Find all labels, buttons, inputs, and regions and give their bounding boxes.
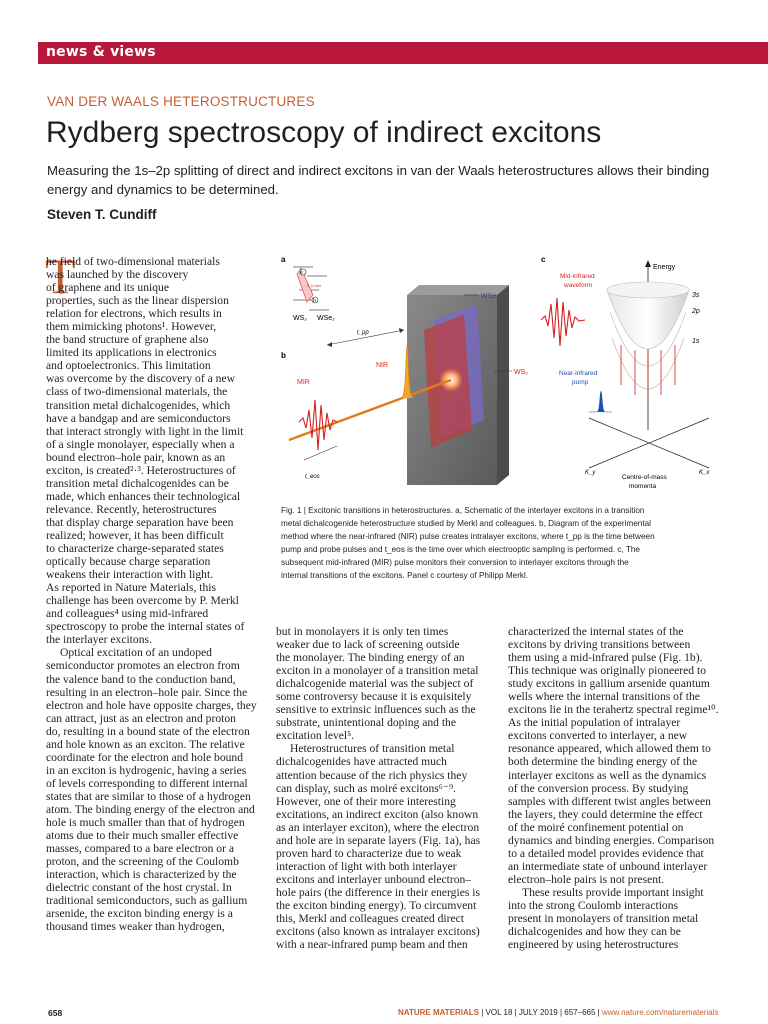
drop-cap: T	[45, 248, 76, 304]
body-line: However, one of their more interesting	[276, 794, 456, 808]
body-line: excitons converted to interlayer, a new	[508, 729, 688, 743]
body-line: resonance appeared, which allowed them to	[508, 742, 711, 756]
article-kicker: VAN DER WAALS HETEROSTRUCTURES	[47, 94, 315, 109]
body-line: As reported in Nature Materials, this	[46, 581, 216, 595]
body-line: coordinate for the electron and hole bound	[46, 750, 244, 764]
body-line: the monolayer. The binding energy of an	[276, 651, 465, 665]
body-line: attention because of the rich physics they	[276, 768, 468, 782]
body-line: and colleagues⁴ using mid-infrared	[46, 607, 209, 621]
panel-a-schematic	[293, 267, 329, 310]
body-line: and hole are in separate layers (Fig. 1a), has	[276, 833, 481, 847]
body-line: study excitons in gallium arsenide quantum	[508, 677, 710, 691]
issue-info: | VOL 18 | JULY 2019 | 657–665 |	[479, 1008, 602, 1017]
section-banner	[38, 42, 768, 64]
body-line: proton, and the screening of the Coulomb	[46, 855, 239, 869]
level-3s-label: 3s	[692, 292, 700, 299]
body-line: he field of two-dimensional materials	[46, 255, 220, 268]
body-line: As the initial population of intralayer	[508, 716, 681, 730]
body-line: them using a mid-infrared pulse (Fig. 1b).	[508, 651, 703, 665]
journal-url[interactable]: www.nature.com/naturematerials	[601, 1008, 719, 1017]
caption-line: subsequent mid-infrared (MIR) pulse monitors their conversion to interlayer excitons through the	[281, 558, 629, 568]
body-line: interaction of light with both interlayer	[276, 859, 457, 873]
wse2-layer-label: WSe₂	[317, 315, 335, 322]
body-line: semiconductor promotes an electron from	[46, 659, 240, 673]
body-line: can display, such as moiré excitons⁶⁻⁹.	[276, 781, 456, 795]
body-line: of levels corresponding to different internal	[46, 776, 248, 790]
body-line: weakens their interaction with light.	[46, 568, 214, 582]
body-line: excitation level⁵.	[276, 729, 355, 743]
band-3s	[607, 290, 689, 349]
body-line: and hole known as an exciton. The relative	[46, 737, 245, 751]
body-line: excitons by driving transitions between	[508, 638, 691, 652]
caption-line: Fig. 1 | Excitonic transitions in heterostructures. a, Schematic of the interlayer excitons in a transition	[281, 506, 645, 515]
nir-pump-pulse	[589, 391, 612, 412]
body-line: sensitive to extrinsic influences such as the	[276, 703, 476, 717]
article-title: Rydberg spectroscopy of indirect excitons	[46, 116, 602, 149]
panel-b-label: b	[281, 351, 286, 360]
ky-label: K_y	[585, 470, 596, 476]
body-line: into the strong Coulomb interactions	[508, 898, 679, 912]
body-line: have a bandgap and are semiconductors	[46, 411, 231, 425]
body-line: the exciton binding energy). To circumvent	[276, 898, 477, 912]
body-line: optically because charge separation	[46, 555, 211, 569]
caption-line: method where the near-infrared (NIR) pulse creates intralayer excitons, where t_pp is the time between	[281, 532, 655, 542]
body-line: the interlayer excitons.	[46, 633, 152, 647]
electron-label: e	[300, 270, 303, 276]
body-line: These results provide important insight	[522, 885, 704, 899]
body-line: of the conversion process. By studying	[508, 781, 689, 795]
body-line: limited its applications in electronics	[46, 346, 217, 360]
energy-label: Energy	[653, 264, 676, 271]
body-line: electron–hole pairs is not present.	[508, 872, 665, 886]
body-line: masses, compared to a bare electron or a	[46, 842, 234, 856]
body-line: class of two-dimensional materials, the	[46, 385, 228, 399]
body-line: Heterostructures of transition metal	[290, 742, 455, 756]
com-label-2: momenta	[629, 483, 657, 490]
body-line: relevance. Recently, heterostructures	[46, 502, 217, 516]
article-author: Steven T. Cundiff	[47, 207, 157, 222]
body-line: and optoelectronics. This limitation	[46, 359, 211, 373]
body-line: excitons and interlayer unbound electron–	[276, 872, 472, 886]
body-line: to a detailed model provides evidence that	[508, 846, 704, 860]
body-line: the valence band to the conduction band,	[46, 672, 236, 686]
body-line: interaction, which is characterized by the	[46, 868, 237, 882]
caption-line: metal dichalcogenide heterostructure studied by Merkl and colleagues. b, Diagram of the experimental	[281, 519, 652, 529]
journal-name: NATURE MATERIALS	[398, 1008, 480, 1017]
body-column-3	[508, 625, 730, 951]
body-line: can attract, just as an electron and proton	[46, 711, 236, 725]
body-line: excitons (also known as intralayer excitons)	[276, 925, 480, 939]
hole-label: h	[313, 298, 316, 304]
figure-caption	[281, 504, 721, 583]
body-line: characterized the internal states of the	[508, 625, 684, 638]
body-line: hole pairs (the difference in their energies is	[276, 885, 480, 899]
body-line: them mimicking photons¹. However,	[46, 320, 217, 334]
body-line: dichalcogenide material was the subject of	[276, 677, 474, 691]
body-line: interlayer excitons as well as the dynamics	[508, 768, 707, 782]
body-line: samples with different twist angles between	[508, 794, 711, 808]
body-line: substrate, unintentional doping and the	[276, 716, 456, 730]
page-number: 658	[48, 1008, 63, 1018]
body-line: dielectric constant of the host crystal. In	[46, 881, 232, 895]
figure-1	[279, 250, 729, 495]
body-line: of the moiré confinement potential on	[508, 820, 684, 834]
mid-infrared-waveform-label-1: Mid-infrared	[560, 273, 595, 280]
body-line: wells where the internal transitions of the	[508, 690, 700, 704]
body-line: dichalcogenides and how they can be	[508, 925, 681, 939]
teos-label: t_eos	[305, 474, 320, 480]
body-column-2	[276, 625, 498, 951]
body-line: dichalcogenides have attracted much	[276, 755, 447, 769]
com-label-1: Centre-of-mass	[622, 474, 667, 481]
body-line: the band structure of graphene also	[46, 333, 209, 347]
body-line: arsenide, the exciton binding energy is a	[46, 907, 233, 921]
level-1s-label: 1s	[692, 338, 700, 345]
ws2-layer-label: WS₂	[293, 315, 307, 322]
body-line: some controversy because it is exquisitely	[276, 690, 472, 704]
body-line: bound electron–hole pair, known as an	[46, 450, 226, 464]
body-line: relation for electrons, which results in	[46, 307, 222, 321]
body-line: an intermediate state of unbound interlayer	[508, 859, 708, 873]
body-line: resulting in an electron–hole pair. Since the	[46, 685, 248, 699]
body-line: excitons lie in the terahertz spectral regime¹⁰.	[508, 703, 719, 717]
body-line: thousand times weaker than hydrogen,	[46, 920, 225, 934]
body-line: that display charge separation have been	[46, 515, 234, 529]
body-line: challenge has been overcome by P. Merkl	[46, 594, 239, 608]
body-line: Optical excitation of an undoped	[60, 646, 212, 660]
body-line: realized; however, it has been difficult	[46, 528, 224, 542]
body-line: This technique was originally pioneered to	[508, 664, 707, 678]
caption-line: pump and probe pulses and t_eos is the time over which electrooptic sampling is performed. c, The	[281, 545, 640, 555]
body-line: with a near-infrared pump beam and then	[276, 938, 468, 952]
body-line: properties, such as the linear dispersion	[46, 294, 229, 308]
body-line: states that are similar to those of a hydrogen	[46, 789, 251, 803]
mir-label: MIR	[297, 379, 310, 386]
mid-infrared-waveform-label-2: waveform	[564, 282, 593, 289]
article-standfirst: Measuring the 1s–2p splitting of direct and indirect excitons in van der Waals heterostructures allows their binding energy and dynamics to be determined.	[47, 163, 710, 197]
body-line: transition metal dichalcogenides, which	[46, 398, 231, 412]
wse2-label: WSe₂	[481, 293, 499, 300]
body-line: in an exciton is hydrogenic, having a series	[46, 763, 247, 777]
body-line: excitations, an indirect exciton (also known	[276, 807, 479, 821]
body-line: that interact strongly with light in the limit	[46, 424, 244, 438]
body-line: but in monolayers it is only ten times	[276, 625, 449, 638]
mir-waveform-b	[299, 400, 337, 450]
panel-c-label: c	[541, 255, 546, 264]
body-line: atom. The binding energy of the electron and	[46, 802, 255, 816]
kx-label: K_x	[699, 470, 710, 476]
level-2p-label: 2p	[692, 308, 700, 315]
body-line: electron and hole have opposite charges, they	[46, 698, 257, 712]
body-line: made, which enhances their technological	[46, 489, 241, 503]
near-infrared-pump-label-1: Near-infrared	[559, 370, 598, 377]
ws2-label: WS₂	[514, 369, 528, 376]
body-line: traditional semiconductors, such as gallium	[46, 894, 248, 908]
tpp-label: t_pp	[357, 330, 369, 336]
panel-a-label: a	[281, 255, 286, 264]
nir-label: NIR	[376, 362, 389, 369]
body-line: weaker due to lack of screening outside	[276, 638, 460, 652]
body-line: dynamics and binding energies. Comparison	[508, 833, 715, 847]
mir-waveform-c	[541, 298, 585, 346]
caption-line: internal transitions of the excitons. Panel c courtesy of Philipp Merkl.	[281, 571, 529, 581]
body-line: of graphene and its unique	[46, 281, 169, 295]
body-line: of a single monolayer, especially when a	[46, 437, 235, 451]
body-line: both determine the binding energy of the	[508, 755, 698, 769]
body-line: atoms due to their much smaller effective	[46, 829, 239, 843]
footer-citation	[398, 1008, 718, 1017]
binding-energy-label: E_b,inter	[307, 284, 322, 288]
body-line: to characterize charge-separated states	[46, 542, 224, 556]
body-line: the layers, they could determine the effect	[508, 807, 703, 821]
body-line: exciton in a monolayer of a transition metal	[276, 664, 479, 678]
body-line: transition metal dichalcogenides can be	[46, 476, 229, 490]
body-line: present in monolayers of transition metal	[508, 912, 699, 926]
body-line: proven hard to characterize due to weak	[276, 846, 462, 860]
body-line: was launched by the discovery	[46, 268, 189, 282]
section-label: news & views	[46, 44, 156, 60]
near-infrared-pump-label-2: pump	[572, 379, 589, 386]
body-line: spectroscopy to probe the internal states of	[46, 620, 245, 634]
body-line: exciton, is created²·³. Heterostructures of	[46, 463, 236, 477]
body-line: engineered by using heterostructures	[508, 938, 679, 952]
body-line: do, resulting in a bound state of the electron	[46, 724, 250, 738]
body-line: was overcome by the discovery of a new	[46, 372, 235, 386]
body-line: as an interlayer exciton), where the electron	[276, 820, 480, 834]
body-line: hole is much smaller than that of hydrogen	[46, 816, 245, 830]
body-column-1	[46, 255, 268, 933]
body-line: this, Merkl and colleagues created direct	[276, 912, 464, 926]
